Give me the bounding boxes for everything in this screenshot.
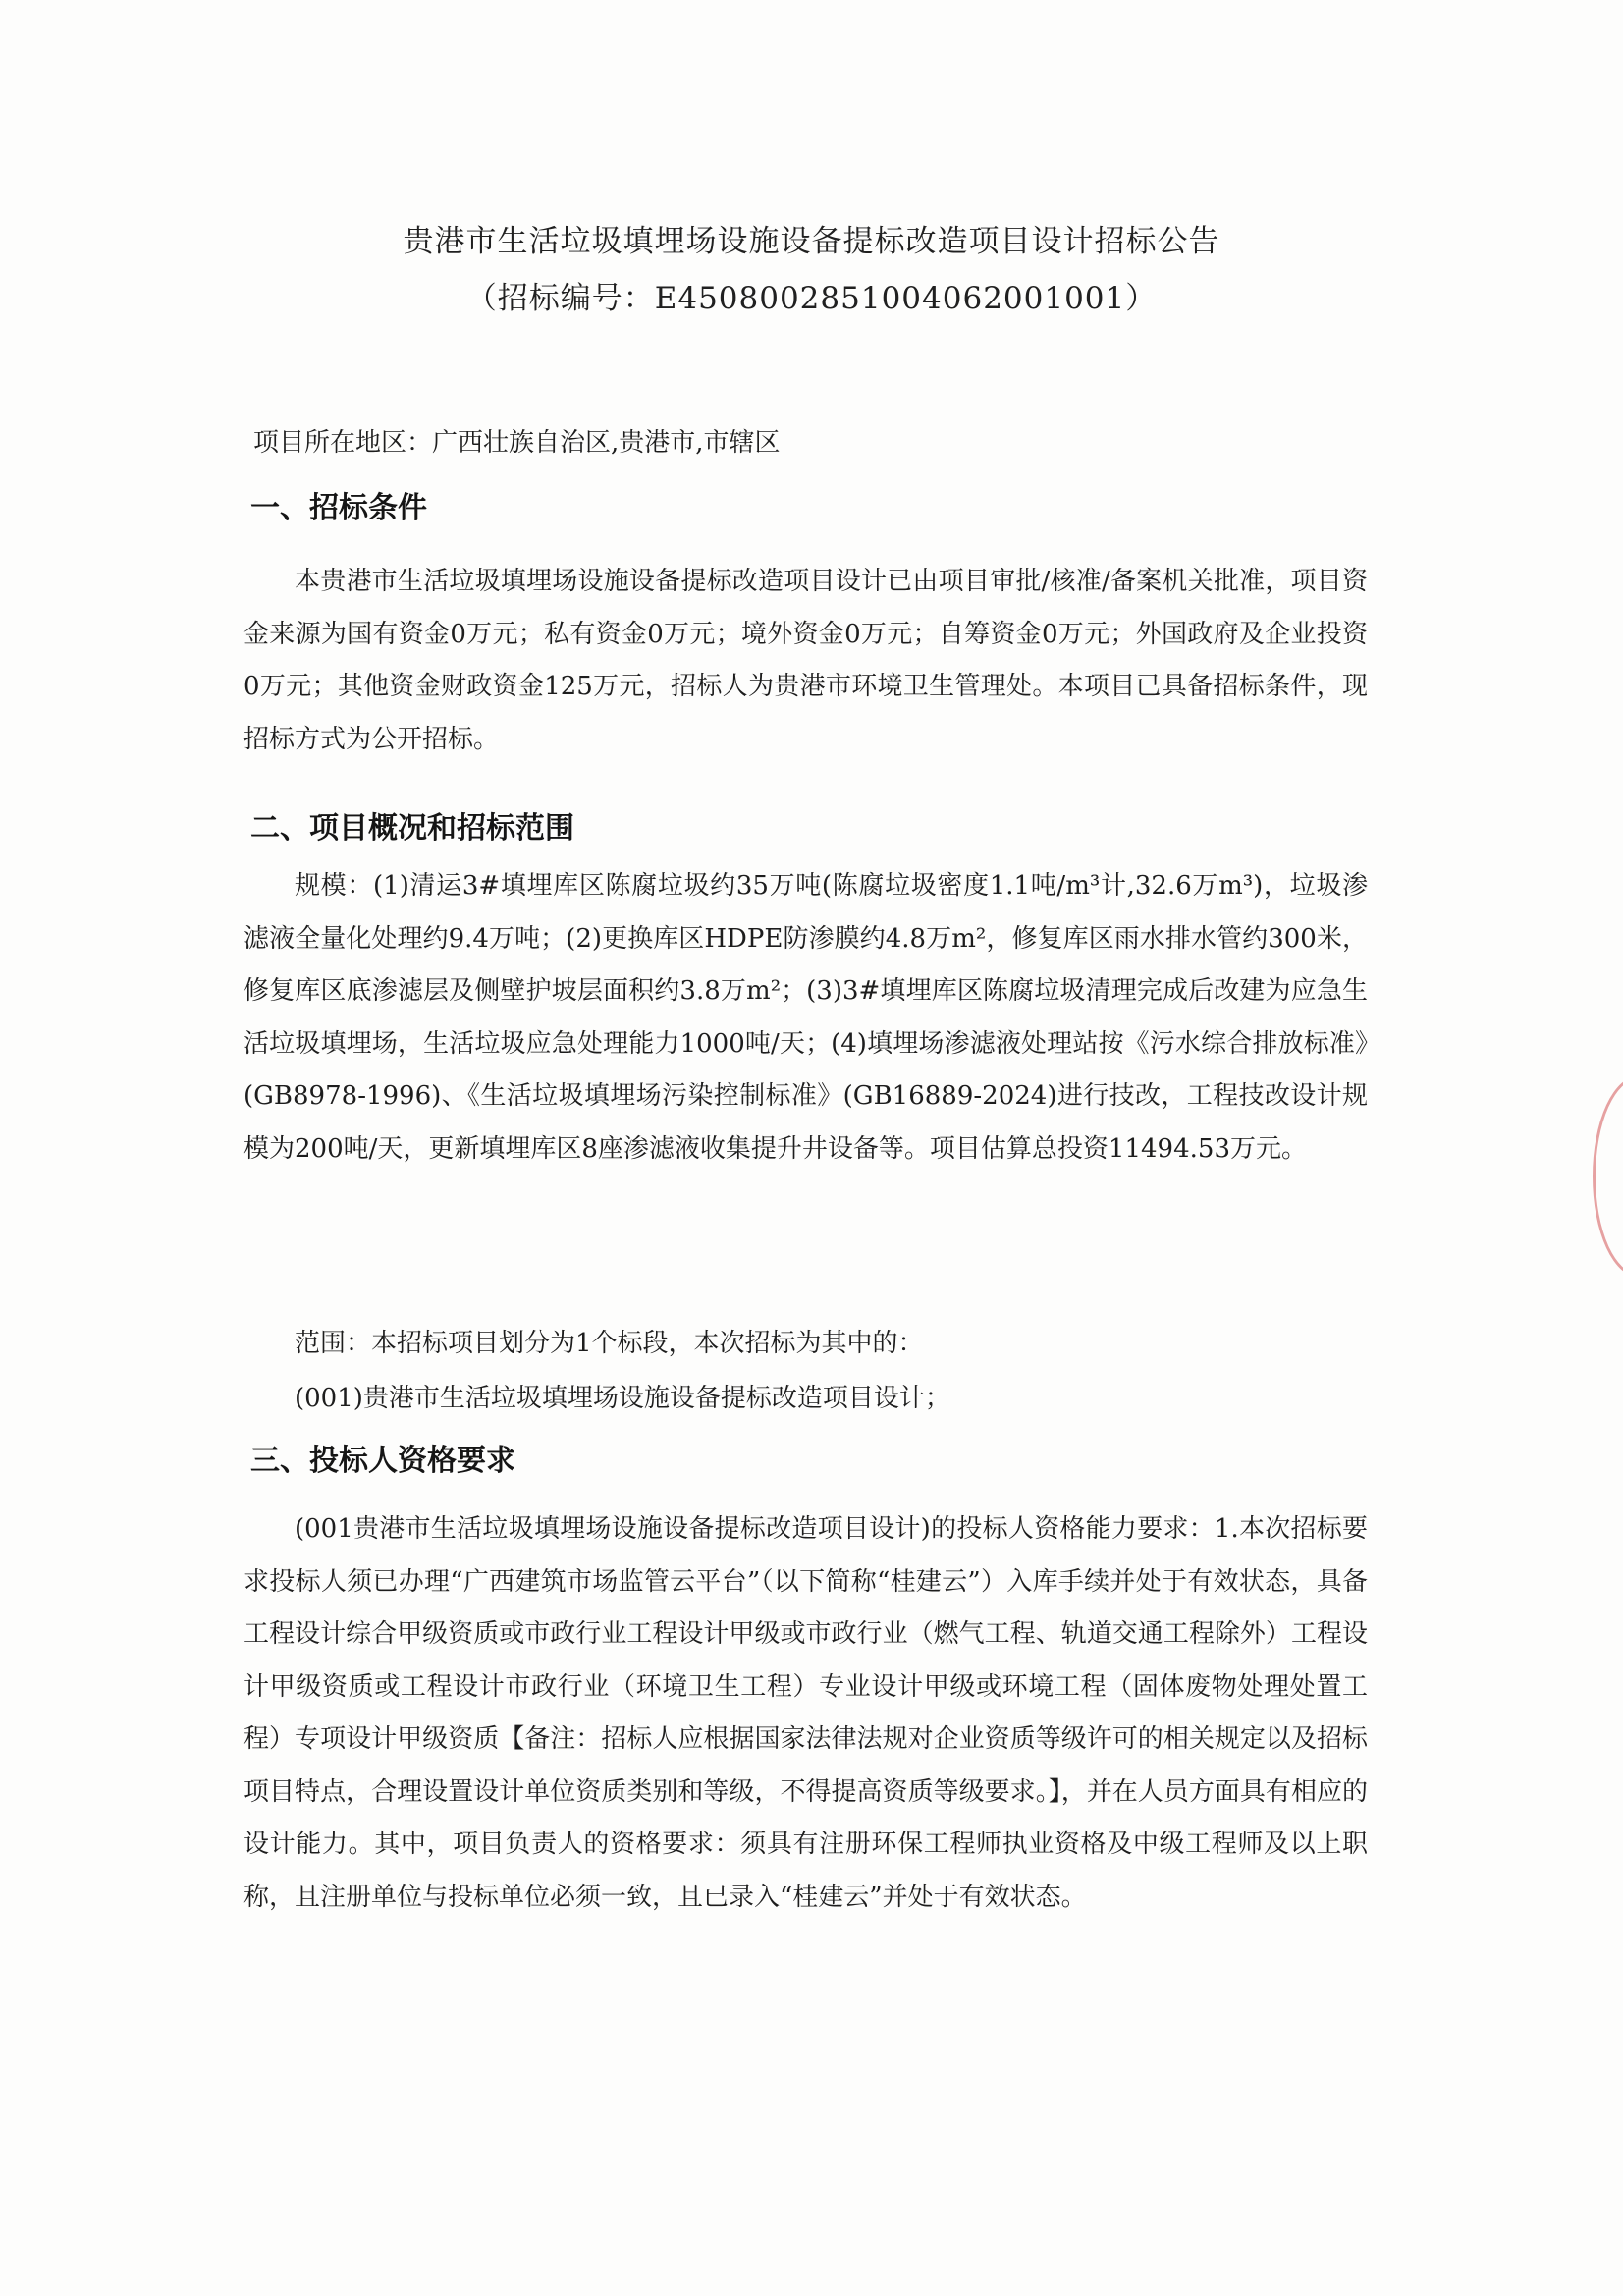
section-heading-bidder-qualifications: 三、投标人资格要求 bbox=[250, 1444, 515, 1478]
tender-number: （招标编号：E4508002851004062001001） bbox=[465, 281, 1158, 316]
official-seal-stamp bbox=[1593, 1075, 1623, 1278]
document-title: 贵港市生活垃圾填埋场设施设备提标改造项目设计招标公告 bbox=[403, 224, 1220, 259]
bidding-conditions-paragraph: 本贵港市生活垃圾填埋场设施设备提标改造项目设计已由项目审批/核准/备案机关批准，项目资金来源为国有资金0万元；私有资金0万元；境外资金0万元；自筹资金0万元；外国政府及企业投资0万元；其他资金财政资金125万元，招标人为贵港市环境卫生管理处。本项目已具备招标条件，现招标方式为公开招标。 bbox=[243, 567, 1368, 754]
section-heading-project-overview: 二、项目概况和招标范围 bbox=[250, 811, 574, 846]
bidder-qualifications-paragraph: (001贵港市生活垃圾填埋场设施设备提标改造项目设计)的投标人资格能力要求：1.本次招标要求投标人须已办理“广西建筑市场监管云平台”（以下简称“桂建云”）入库手续并处于有效状态，具备工程设计综合甲级资质或市政行业工程设计甲级或市政行业（燃气工程、轨道交通工程除外）工程设计甲级资质或工程设计市政行业（环境卫生工程）专业设计甲级或环境工程（固体废物处理处置工程）专项设计甲级资质【备注：招标人应根据国家法律法规对企业资质等级许可的相关规定以及招标项目特点，合理设置设计单位资质类别和等级，不得提高资质等级要求。】，并在人员方面具有相应的设计能力。其中，项目负责人的资格要求：须具有注册环保工程师执业资格及中级工程师及以上职称，且注册单位与投标单位必须一致，且已录入“桂建云”并处于有效状态。 bbox=[243, 1514, 1368, 1912]
section-heading-bidding-conditions: 一、招标条件 bbox=[250, 491, 427, 525]
project-scale-paragraph: 规模：(1)清运3#填埋库区陈腐垃圾约35万吨(陈腐垃圾密度1.1吨/m³计,32.6万m³)，垃圾渗滤液全量化处理约9.4万吨；(2)更换库区HDPE防渗膜约4.8万m²，修复库区雨水排水管约300米，修复库区底渗滤层及侧壁护坡层面积约3.8万m²；(3)3#填埋库区陈腐垃圾清理完成后改建为应急生活垃圾填埋场，生活垃圾应急处理能力1000吨/天；(4)填埋场渗滤液处理站按《污水综合排放标准》(GB8978-1996)、《生活垃圾填埋场污染控制标准》(GB16889-2024)进行技改，工程技改设计规模为200吨/天，更新填埋库区8座渗滤液收集提升井设备等。项目估算总投资11494.53万元。 bbox=[243, 871, 1368, 1164]
project-location: 项目所在地区：广西壮族自治区,贵港市,市辖区 bbox=[253, 428, 781, 458]
bid-lot-item: (001)贵港市生活垃圾填埋场设施设备提标改造项目设计； bbox=[295, 1384, 950, 1413]
bidding-scope-paragraph: 范围：本招标项目划分为1个标段，本次招标为其中的： bbox=[295, 1329, 924, 1358]
